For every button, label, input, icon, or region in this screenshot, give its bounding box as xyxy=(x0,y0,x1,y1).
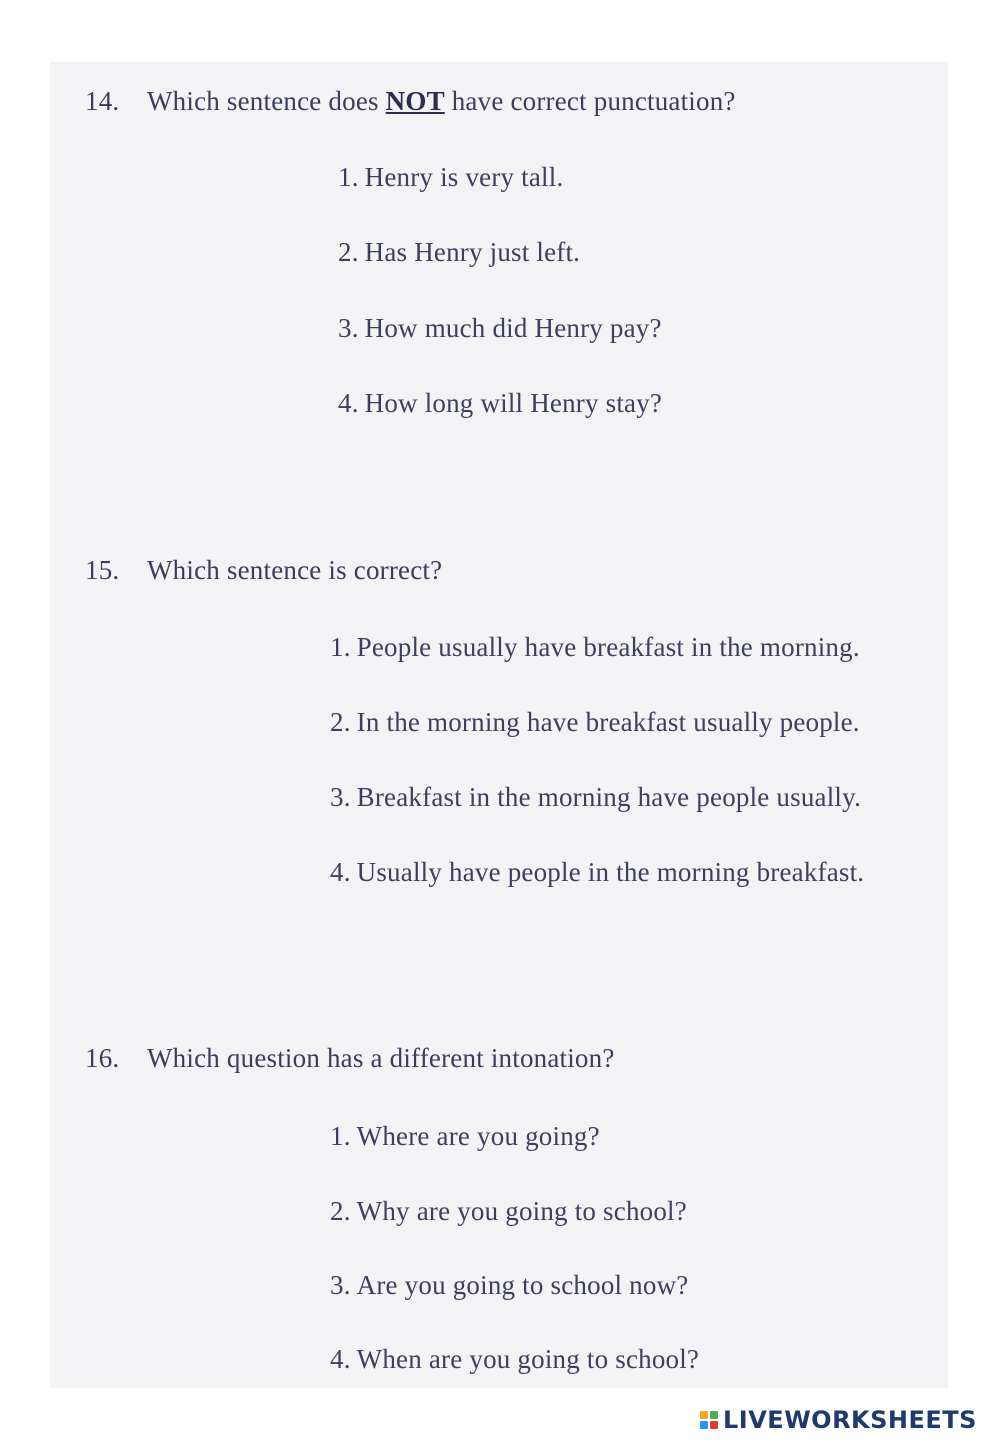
option-15-1[interactable] xyxy=(330,632,860,663)
logo-square xyxy=(710,1411,718,1419)
option-number: 4. xyxy=(338,388,359,418)
option-14-4[interactable] xyxy=(338,388,662,419)
question-14 xyxy=(85,86,736,117)
question-text: Which sentence is correct? xyxy=(147,555,443,585)
option-text: Henry is very tall. xyxy=(364,162,564,192)
option-14-2[interactable] xyxy=(338,237,580,268)
option-number: 1. xyxy=(330,632,351,662)
option-text: Breakfast in the morning have people usually. xyxy=(356,782,862,812)
option-number: 4. xyxy=(330,1344,351,1374)
logo-square xyxy=(700,1411,708,1419)
option-number: 2. xyxy=(330,1196,351,1226)
brand-name: LIVEWORKSHEETS xyxy=(723,1406,977,1434)
question-16 xyxy=(85,1043,615,1074)
liveworksheets-brand[interactable] xyxy=(700,1405,977,1435)
question-text-end: have correct punctuation? xyxy=(451,86,736,116)
option-16-1[interactable] xyxy=(330,1121,600,1152)
option-16-4[interactable] xyxy=(330,1344,699,1375)
option-text: Are you going to school now? xyxy=(356,1270,689,1300)
option-text: Has Henry just left. xyxy=(364,237,581,267)
option-14-3[interactable] xyxy=(338,313,662,344)
option-text: Usually have people in the morning breakfast. xyxy=(356,857,865,887)
option-text: How long will Henry stay? xyxy=(364,388,663,418)
question-number: 16. xyxy=(85,1043,120,1073)
option-15-4[interactable] xyxy=(330,857,864,888)
option-text: Where are you going? xyxy=(356,1121,600,1151)
question-text-start: Which sentence does xyxy=(147,86,379,116)
option-number: 2. xyxy=(330,707,351,737)
question-text xyxy=(147,86,736,116)
option-number: 3. xyxy=(330,782,351,812)
option-14-1[interactable] xyxy=(338,162,563,193)
logo-square xyxy=(700,1421,708,1429)
option-text: People usually have breakfast in the morning. xyxy=(356,632,860,662)
liveworksheets-logo-icon xyxy=(700,1411,718,1429)
option-16-2[interactable] xyxy=(330,1196,687,1227)
option-16-3[interactable] xyxy=(330,1270,688,1301)
option-number: 2. xyxy=(338,237,359,267)
option-number: 3. xyxy=(330,1270,351,1300)
option-text: Why are you going to school? xyxy=(356,1196,687,1226)
option-number: 4. xyxy=(330,857,351,887)
question-text: Which question has a different intonation? xyxy=(147,1043,615,1073)
option-number: 1. xyxy=(338,162,359,192)
option-text: How much did Henry pay? xyxy=(364,313,662,343)
option-number: 1. xyxy=(330,1121,351,1151)
logo-square xyxy=(710,1421,718,1429)
option-15-2[interactable] xyxy=(330,707,860,738)
option-text: In the morning have breakfast usually people. xyxy=(356,707,860,737)
option-text: When are you going to school? xyxy=(356,1344,700,1374)
option-15-3[interactable] xyxy=(330,782,861,813)
question-number: 15. xyxy=(85,555,120,585)
question-15 xyxy=(85,555,442,586)
question-number: 14. xyxy=(85,86,120,116)
question-emphasis: NOT xyxy=(385,86,445,116)
option-number: 3. xyxy=(338,313,359,343)
